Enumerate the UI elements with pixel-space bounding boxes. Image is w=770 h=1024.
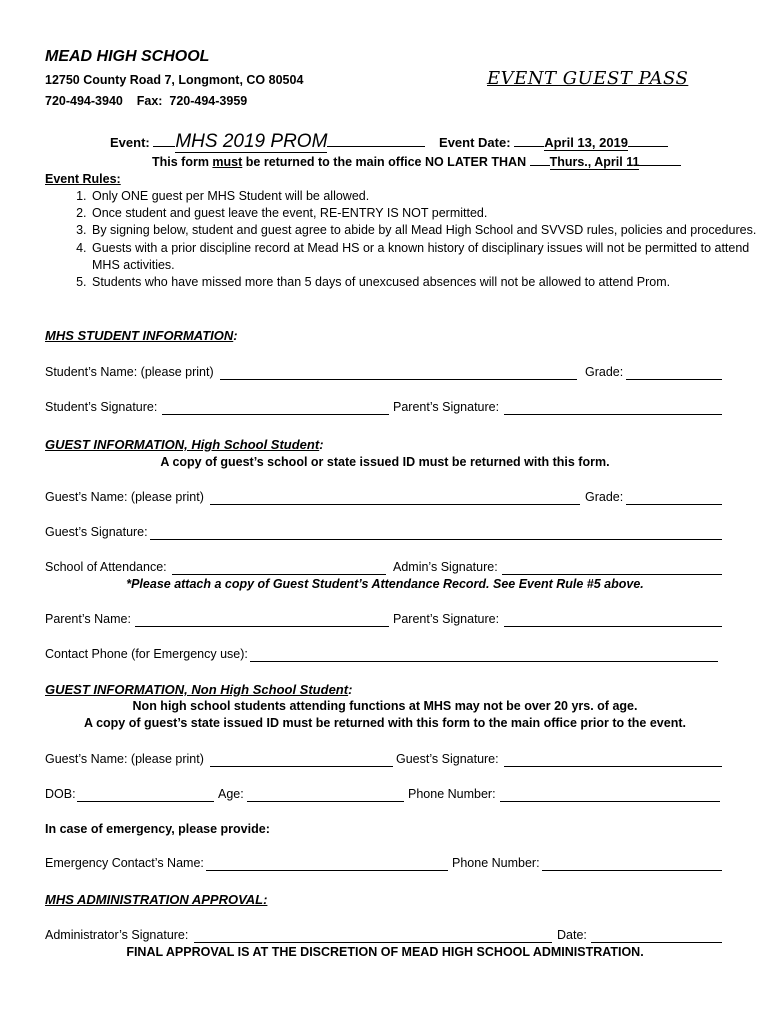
non-hs-guest-age-label: Age: — [218, 787, 244, 801]
non-hs-guest-heading-text: GUEST INFORMATION, Non High School Student — [45, 682, 349, 697]
student-signature-field[interactable] — [162, 414, 389, 415]
return-notice-post: be returned to the main office NO LATER THAN — [242, 155, 530, 169]
event-row — [110, 131, 668, 153]
rules-heading: Event Rules: — [45, 172, 121, 186]
non-hs-guest-phone-label: Phone Number: — [408, 787, 496, 801]
hs-guest-school-label: School of Attendance: — [45, 560, 167, 574]
student-name-label: Student’s Name: (please print) — [45, 365, 214, 379]
emergency-contact-label: Emergency Contact’s Name: — [45, 856, 204, 870]
hs-guest-signature-label: Guest’s Signature: — [45, 525, 148, 539]
rule-item: 1. Only ONE guest per MHS Student will be allowed. — [90, 188, 770, 205]
admin-date-field[interactable] — [591, 942, 722, 943]
return-notice-must: must — [212, 155, 243, 169]
non-hs-guest-signature-field[interactable] — [504, 766, 722, 767]
hs-guest-note: A copy of guest’s school or state issued ID must be returned with this form. — [160, 455, 610, 469]
rule-item: 2. Once student and guest leave the event, RE-ENTRY IS NOT permitted. — [90, 205, 770, 222]
hs-guest-contact-phone-label: Contact Phone (for Emergency use): — [45, 647, 248, 661]
school-phone-fax: 720-494-3940 Fax: 720-494-3959 — [45, 94, 248, 108]
non-hs-guest-note-2: A copy of guest’s state issued ID must be returned with this form to the main office prior to the event. — [84, 716, 686, 730]
emergency-phone-field[interactable] — [542, 870, 722, 871]
form-title: EVENT GUEST PASS — [487, 68, 689, 89]
school-address: 12750 County Road 7, Longmont, CO 80504 — [45, 73, 304, 87]
hs-guest-admin-signature-field[interactable] — [502, 574, 722, 575]
school-name: MEAD HIGH SCHOOL — [45, 48, 210, 65]
student-grade-label: Grade: — [585, 365, 624, 379]
rule-item: 4. Guests with a prior discipline record at Mead HS or a known history of disciplinary issues will not be permitted to attend MHS activities. — [90, 240, 770, 274]
hs-guest-parent-name-field[interactable] — [135, 626, 389, 627]
hs-guest-admin-signature-label: Admin’s Signature: — [393, 560, 498, 574]
student-parent-signature-label: Parent’s Signature: — [393, 400, 500, 414]
student-grade-field[interactable] — [626, 379, 722, 380]
non-hs-guest-dob-label: DOB: — [45, 787, 76, 801]
non-hs-guest-age-field[interactable] — [247, 801, 404, 802]
event-date-value: April 13, 2019 — [544, 135, 629, 150]
emergency-phone-label: Phone Number: — [452, 856, 540, 870]
student-section-heading-text: MHS STUDENT INFORMATION — [45, 328, 234, 343]
attach-note: *Please attach a copy of Guest Student’s Attendance Record. See Event Rule #5 above. — [126, 577, 644, 591]
return-notice-pre: This form — [152, 155, 213, 169]
rules-list — [45, 188, 770, 291]
admin-section-heading: MHS ADMINISTRATION APPROVAL: — [45, 892, 268, 907]
hs-guest-heading-text: GUEST INFORMATION, High School Student — [45, 437, 320, 452]
event-label: Event: — [110, 135, 150, 150]
student-name-field[interactable] — [220, 379, 577, 380]
student-parent-signature-field[interactable] — [504, 414, 722, 415]
admin-signature-label: Administrator’s Signature: — [45, 928, 189, 942]
rule-item: 3. By signing below, student and guest agree to abide by all Mead High School and SVVSD rules, policies and procedures. — [90, 222, 770, 239]
hs-guest-name-label: Guest’s Name: (please print) — [45, 490, 204, 504]
admin-signature-field[interactable] — [194, 942, 552, 943]
hs-guest-signature-field[interactable] — [150, 539, 722, 540]
hs-guest-school-field[interactable] — [172, 574, 386, 575]
non-hs-guest-heading: GUEST INFORMATION, Non High School Student: — [45, 682, 353, 697]
student-signature-label: Student’s Signature: — [45, 400, 158, 414]
non-hs-guest-note-1: Non high school students attending functions at MHS may not be over 20 yrs. of age. — [132, 699, 638, 713]
hs-guest-name-field[interactable] — [210, 504, 580, 505]
hs-guest-parent-signature-field[interactable] — [504, 626, 722, 627]
non-hs-guest-phone-field[interactable] — [500, 801, 720, 802]
event-name: MHS 2019 PROM — [175, 131, 328, 152]
rule-item: 5. Students who have missed more than 5 days of unexcused absences will not be allowed to attend Prom. — [90, 274, 770, 291]
non-hs-guest-signature-label: Guest’s Signature: — [396, 752, 499, 766]
hs-guest-grade-field[interactable] — [626, 504, 722, 505]
return-deadline: Thurs., April 11 — [549, 155, 640, 169]
emergency-contact-field[interactable] — [206, 870, 448, 871]
non-hs-guest-name-field[interactable] — [210, 766, 393, 767]
hs-guest-parent-signature-label: Parent’s Signature: — [393, 612, 500, 626]
emergency-heading: In case of emergency, please provide: — [45, 822, 270, 836]
admin-date-label: Date: — [557, 928, 587, 942]
student-section-heading: MHS STUDENT INFORMATION: — [45, 328, 238, 343]
hs-guest-contact-phone-field[interactable] — [250, 661, 718, 662]
non-hs-guest-name-label: Guest’s Name: (please print) — [45, 752, 204, 766]
event-date-label: Event Date: — [439, 135, 511, 150]
hs-guest-heading: GUEST INFORMATION, High School Student: — [45, 437, 324, 452]
return-notice — [152, 155, 681, 169]
hs-guest-grade-label: Grade: — [585, 490, 624, 504]
final-approval-note: FINAL APPROVAL IS AT THE DISCRETION OF MEAD HIGH SCHOOL ADMINISTRATION. — [126, 945, 644, 959]
hs-guest-parent-name-label: Parent’s Name: — [45, 612, 131, 626]
non-hs-guest-dob-field[interactable] — [77, 801, 214, 802]
